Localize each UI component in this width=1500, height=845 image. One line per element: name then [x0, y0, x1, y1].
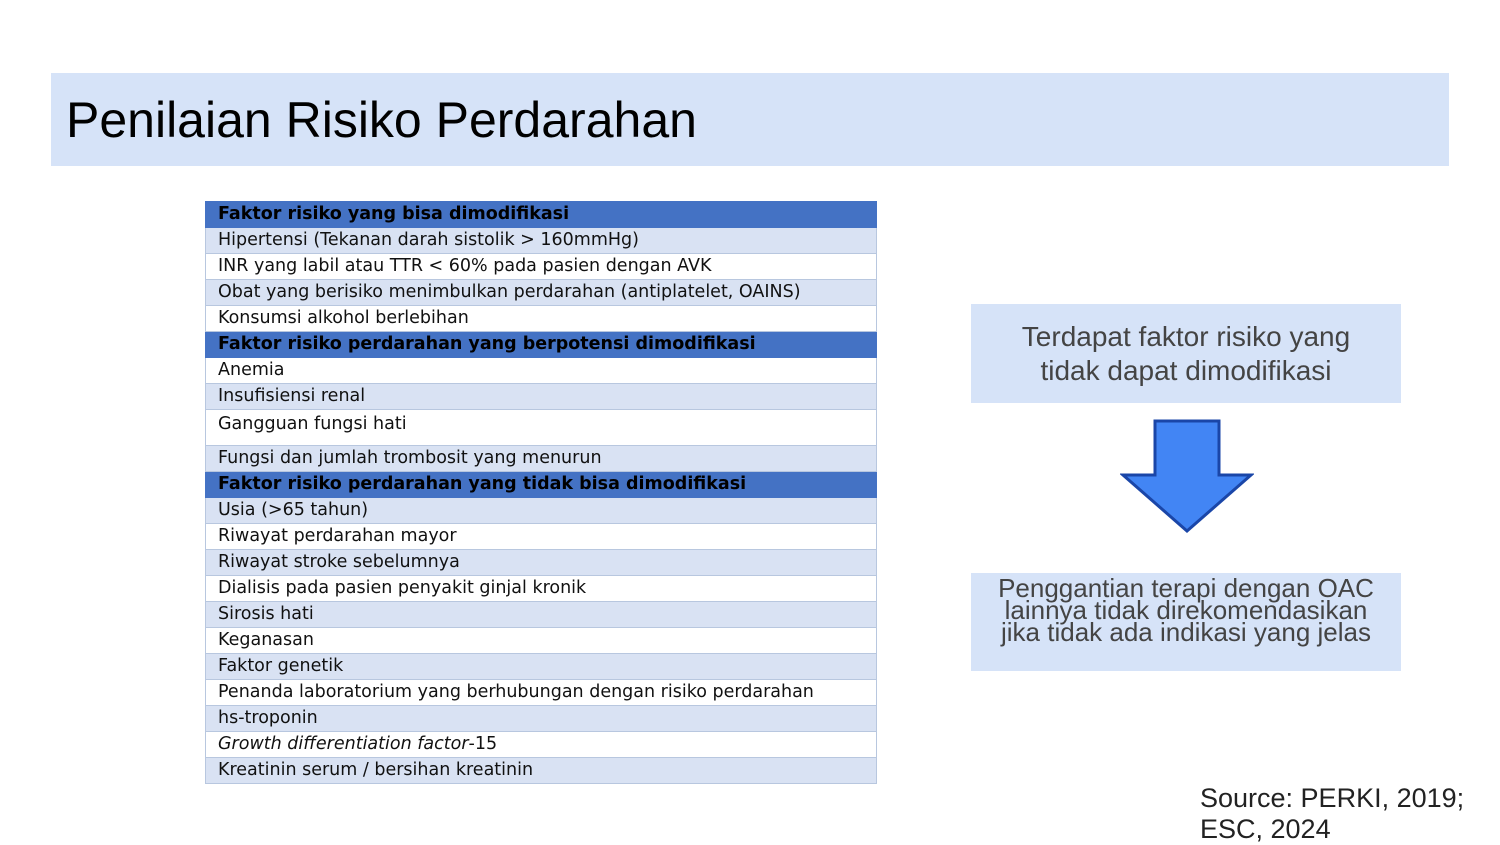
table-cell: hs-troponin: [206, 706, 877, 732]
table-row: [206, 602, 877, 628]
table-section-header: [206, 332, 877, 358]
table-row: [206, 654, 877, 680]
table-cell: Faktor genetik: [206, 654, 877, 680]
table-cell: Konsumsi alkohol berlebihan: [206, 306, 877, 332]
table-row: [206, 758, 877, 784]
box-text-line: Penggantian terapi dengan OAC: [998, 573, 1374, 603]
source-citation: [1200, 783, 1490, 845]
table-cell: Riwayat stroke sebelumnya: [206, 550, 877, 576]
table-cell: Keganasan: [206, 628, 877, 654]
table-row: [206, 498, 877, 524]
box-text-line: tidak dapat dimodifikasi: [1040, 354, 1332, 386]
table-row: [206, 254, 877, 280]
title-bar: [51, 73, 1449, 166]
table-row: [206, 628, 877, 654]
table-cell: Penanda laboratorium yang berhubungan dengan risiko perdarahan: [206, 680, 877, 706]
table-cell: Faktor risiko perdarahan yang berpotensi dimodifikasi: [206, 332, 877, 358]
table-row: [206, 306, 877, 332]
table-row: [206, 446, 877, 472]
table-cell: Sirosis hati: [206, 602, 877, 628]
table-cell: Usia (>65 tahun): [206, 498, 877, 524]
non-modifiable-risk-box: [971, 304, 1401, 403]
table-row: [206, 384, 877, 410]
table-cell: Obat yang berisiko menimbulkan perdarahan (antiplatelet, OAINS): [206, 280, 877, 306]
table-cell: Anemia: [206, 358, 877, 384]
table-row: [206, 228, 877, 254]
table-row: [206, 524, 877, 550]
table-row: [206, 576, 877, 602]
table-row: [206, 410, 877, 446]
table-cell: INR yang labil atau TTR < 60% pada pasien dengan AVK: [206, 254, 877, 280]
table-cell: Faktor risiko yang bisa dimodifikasi: [206, 202, 877, 228]
box-text-line: Terdapat faktor risiko yang: [1021, 320, 1351, 352]
table-cell: Dialisis pada pasien penyakit ginjal kronik: [206, 576, 877, 602]
table-row: [206, 680, 877, 706]
italic-term: Growth differentiation factor: [218, 734, 469, 754]
table-cell: Kreatinin serum / bersihan kreatinin: [206, 758, 877, 784]
table-row: [206, 550, 877, 576]
table-cell: Riwayat perdarahan mayor: [206, 524, 877, 550]
down-arrow-icon: [1120, 418, 1254, 534]
table-cell: Insufisiensi renal: [206, 384, 877, 410]
page-title: Penilaian Risiko Perdarahan: [66, 92, 697, 148]
source-line: ESC, 2024: [1200, 814, 1331, 844]
recommendation-box: [971, 573, 1401, 671]
table-row: [206, 706, 877, 732]
box-text-line: jika tidak ada indikasi yang jelas: [1001, 617, 1371, 647]
table-row: [206, 358, 877, 384]
table-cell: Gangguan fungsi hati: [206, 410, 877, 446]
table-cell: Hipertensi (Tekanan darah sistolik > 160mmHg): [206, 228, 877, 254]
risk-factor-table: [205, 201, 877, 784]
table-row: [206, 732, 877, 758]
table-section-header: [206, 472, 877, 498]
source-line: Source: PERKI, 2019;: [1200, 783, 1465, 813]
table-row: [206, 280, 877, 306]
table-cell: Fungsi dan jumlah trombosit yang menurun: [206, 446, 877, 472]
table-section-header: [206, 202, 877, 228]
table-cell: Faktor risiko perdarahan yang tidak bisa dimodifikasi: [206, 472, 877, 498]
term-suffix: -15: [468, 734, 498, 754]
box-text-line: lainnya tidak direkomendasikan: [1004, 595, 1368, 625]
table-cell: [206, 732, 877, 758]
